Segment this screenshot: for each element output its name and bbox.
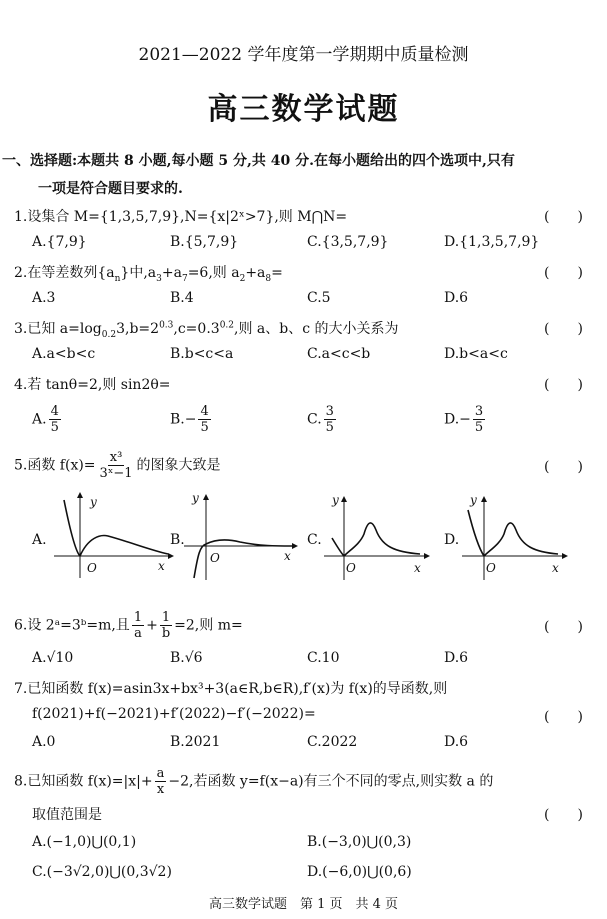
q6-option-c: C.10 xyxy=(307,650,340,666)
q5-option-b: B. xyxy=(170,532,185,548)
svg-text:O: O xyxy=(486,561,496,575)
svg-text:y: y xyxy=(470,493,477,507)
question-8-stem: 8.已知函数 f(x)=|x|+ $\frac{a}{x}$ −2,若函数 y=f(x−a)有三个不同的零点,则实数 a 的 xyxy=(14,766,494,797)
exam-title: 高三数学试题 xyxy=(207,92,400,127)
q5-graph-b xyxy=(180,490,305,582)
q3-option-b: B.b<c<a xyxy=(170,346,234,362)
question-7-stem: 7.已知函数 f(x)=asin3x+bx³+3(a∈R,b∈R),f′(x)为 f(x)的导函数,则 xyxy=(14,681,448,697)
answer-blank: ( ) xyxy=(544,265,583,281)
question-7-expression: f(2021)+f(−2021)+f′(2022)−f′(−2022)= xyxy=(32,706,316,722)
q1-option-a: A.{7,9} xyxy=(32,234,87,250)
question-2-stem: 2.在等差数列$\{a_n\}$中$,a_3+a_7=6$,则 $a_2+a_8=$ xyxy=(14,265,283,284)
q3-option-a: A.a<b<c xyxy=(32,346,96,362)
q5-graph-c xyxy=(320,490,435,582)
q7-option-b: B.2021 xyxy=(170,734,221,750)
question-8-stem-line2: 取值范围是 xyxy=(32,807,102,823)
q7-option-d: D.6 xyxy=(444,734,469,750)
answer-blank: ( ) xyxy=(544,807,583,823)
q2-option-c: C.5 xyxy=(307,290,331,306)
q4-option-d: D.− $\frac{3}{5}$ xyxy=(444,404,484,435)
q2-option-b: B.4 xyxy=(170,290,194,306)
svg-text:y: y xyxy=(332,493,339,507)
exam-subtitle: 2021—2022 学年度第一学期期中质量检测 xyxy=(138,45,469,65)
svg-text:x: x xyxy=(552,561,559,575)
q2-option-a: A.3 xyxy=(32,290,56,306)
section-heading-line2: 一项是符合题目要求的. xyxy=(38,181,183,197)
q4-option-c: C. $\frac{3}{5}$ xyxy=(307,404,334,435)
answer-blank: ( ) xyxy=(544,377,583,393)
q5-graph-a xyxy=(50,490,175,582)
page-footer: 高三数学试题 第 1 页 共 4 页 xyxy=(208,897,399,912)
svg-text:O: O xyxy=(210,551,220,565)
q5-option-d: D. xyxy=(444,532,460,548)
question-6-stem: 6.设 2ᵃ=3ᵇ=m,且 $\frac{1}{a}$ + $\frac{1}{b}$ =2,则 m= xyxy=(14,610,243,641)
answer-blank: ( ) xyxy=(544,709,583,725)
q1-option-c: C.{3,5,7,9} xyxy=(307,234,389,250)
q8-option-a: A.(−1,0)⋃(0,1) xyxy=(32,834,137,850)
q8-option-c: C.(−3√2,0)⋃(0,3√2) xyxy=(32,864,172,880)
q2-option-d: D.6 xyxy=(444,290,469,306)
q4-option-b: B.− $\frac{4}{5}$ xyxy=(170,404,209,435)
q5-option-c: C. xyxy=(307,532,322,548)
question-3-stem: 3.已知 $a=\log_{0.2}3,b=2^{0.3},c=0.3^{0.2}$,则 a、b、c 的大小关系为 xyxy=(14,320,399,340)
question-5-stem: 5.函数 f(x)= $\frac{\text{x³}}{\text{3ˣ−1}}$ 的图象大致是 xyxy=(14,450,221,481)
q1-option-d: D.{1,3,5,7,9} xyxy=(444,234,540,250)
answer-blank: ( ) xyxy=(544,209,583,225)
answer-blank: ( ) xyxy=(544,619,583,635)
svg-text:x: x xyxy=(284,549,291,563)
q7-option-a: A.0 xyxy=(32,734,56,750)
q3-option-c: C.a<c<b xyxy=(307,346,371,362)
question-4-stem: 4.若 tanθ=2,则 sin2θ= xyxy=(14,377,171,393)
svg-text:y: y xyxy=(192,491,199,505)
q5-graph-d xyxy=(458,490,573,582)
svg-text:O: O xyxy=(346,561,356,575)
q6-option-a: A.√10 xyxy=(32,650,74,666)
q8-option-d: D.(−6,0)⋃(0,6) xyxy=(307,864,412,880)
q8-option-b: B.(−3,0)⋃(0,3) xyxy=(307,834,412,850)
svg-text:y: y xyxy=(90,495,97,509)
svg-text:x: x xyxy=(158,559,165,573)
q5-option-a: A. xyxy=(32,532,47,548)
answer-blank: ( ) xyxy=(544,321,583,337)
svg-text:O: O xyxy=(87,561,97,575)
q7-option-c: C.2022 xyxy=(307,734,358,750)
question-1-stem: 1.设集合 M={1,3,5,7,9},N={x|2ˣ>7},则 M⋂N= xyxy=(14,209,348,225)
section-heading: 一、选择题:本题共 8 小题,每小题 5 分,共 40 分.在每小题给出的四个选项中,只有 xyxy=(2,153,515,169)
svg-text:x: x xyxy=(414,561,421,575)
q6-option-d: D.6 xyxy=(444,650,469,666)
q3-option-d: D.b<a<c xyxy=(444,346,508,362)
answer-blank: ( ) xyxy=(544,459,583,475)
q4-option-a: A. $\frac{4}{5}$ xyxy=(32,404,59,435)
q1-option-b: B.{5,7,9} xyxy=(170,234,239,250)
q6-option-b: B.√6 xyxy=(170,650,203,666)
